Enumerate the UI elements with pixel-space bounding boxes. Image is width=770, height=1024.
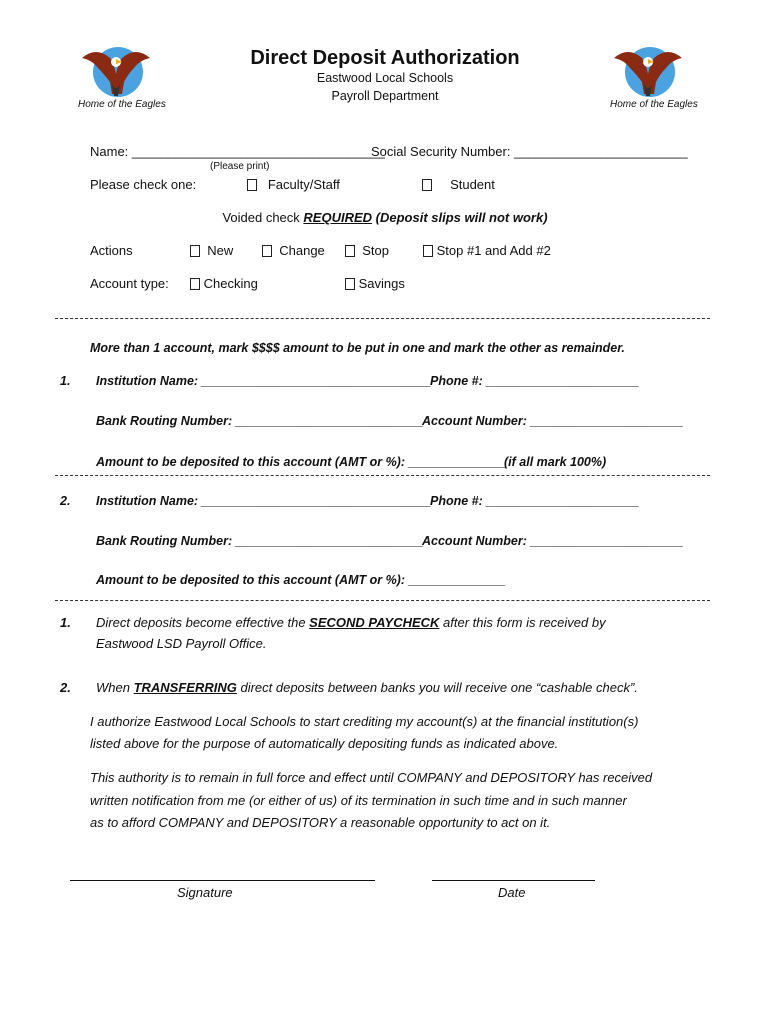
- divider-1: [55, 318, 710, 319]
- deposit-slips-note: (Deposit slips will not work): [372, 210, 548, 225]
- auth-p2-line2: written notification from me (or either of us) of its termination in such time and in such manner: [90, 793, 627, 808]
- note-2-number: 2.: [60, 680, 71, 695]
- faculty-checkbox[interactable]: [247, 179, 257, 191]
- checking-checkbox[interactable]: [190, 278, 200, 290]
- note-1-number: 1.: [60, 615, 71, 630]
- note-2-emphasis: TRANSFERRING: [133, 680, 237, 695]
- signature-line[interactable]: [70, 880, 375, 881]
- note-1-pre: Direct deposits become effective the: [96, 615, 310, 630]
- remainder-note: More than 1 account, mark $$$$ amount to be put in one and mark the other as remainder.: [90, 341, 625, 355]
- required-text: REQUIRED: [303, 210, 373, 225]
- change-label: Change: [279, 243, 325, 258]
- change-checkbox[interactable]: [262, 245, 272, 257]
- ssn-field[interactable]: Social Security Number: ________________________: [371, 144, 688, 159]
- action-new[interactable]: [190, 243, 233, 258]
- account-checking[interactable]: [190, 276, 258, 291]
- note-1-emphasis: SECOND PAYCHECK: [309, 615, 440, 630]
- account-2-phone[interactable]: Phone #: ______________________: [430, 494, 640, 508]
- action-change[interactable]: [262, 243, 325, 258]
- note-1-line2: Eastwood LSD Payroll Office.: [96, 636, 267, 651]
- department-name: Payroll Department: [331, 89, 439, 103]
- faculty-option[interactable]: [247, 177, 340, 192]
- divider-3: [55, 600, 710, 601]
- account-1-account-number[interactable]: Account Number: ______________________: [422, 414, 684, 428]
- note-2-post: direct deposits between banks you will receive one “cashable check”.: [236, 680, 638, 695]
- note-1-post: after this form is received by: [439, 615, 606, 630]
- account-1-number: 1.: [60, 374, 71, 388]
- savings-checkbox[interactable]: [345, 278, 355, 290]
- stop-label: Stop: [362, 243, 389, 258]
- action-stop[interactable]: [345, 243, 389, 258]
- account-1-amount[interactable]: Amount to be deposited to this account (AMT or %): ______________: [96, 455, 506, 469]
- check-one-label: Please check one:: [90, 177, 197, 192]
- note-1-line1: [96, 615, 606, 630]
- motto-left: Home of the Eagles: [78, 99, 166, 110]
- action-stop-add[interactable]: [423, 243, 551, 258]
- account-1-routing[interactable]: Bank Routing Number: ___________________________: [96, 414, 424, 428]
- page-title: Direct Deposit Authorization: [250, 47, 520, 69]
- account-1-amount-note: (if all mark 100%): [504, 455, 607, 469]
- print-note: (Please print): [210, 161, 270, 172]
- account-savings[interactable]: [345, 276, 405, 291]
- student-label: Student: [450, 177, 495, 192]
- motto-right: Home of the Eagles: [610, 99, 698, 110]
- stop-checkbox[interactable]: [345, 245, 355, 257]
- account-1-institution[interactable]: Institution Name: _________________________________: [96, 374, 431, 388]
- student-checkbox[interactable]: [422, 179, 432, 191]
- divider-2: [55, 475, 710, 476]
- actions-label: Actions: [90, 243, 133, 258]
- auth-p1-line1: I authorize Eastwood Local Schools to start crediting my account(s) at the financial institution(s): [90, 714, 639, 729]
- checking-label: Checking: [203, 276, 258, 291]
- account-2-account-number[interactable]: Account Number: ______________________: [422, 534, 684, 548]
- account-2-institution[interactable]: Institution Name: _________________________________: [96, 494, 431, 508]
- student-option[interactable]: [422, 177, 495, 192]
- signature-label: Signature: [177, 885, 233, 900]
- school-name: Eastwood Local Schools: [316, 71, 454, 85]
- name-field[interactable]: Name: ___________________________________: [90, 144, 385, 159]
- auth-p2-line1: This authority is to remain in full force and effect until COMPANY and DEPOSITORY has received: [90, 770, 653, 785]
- account-2-routing[interactable]: Bank Routing Number: ___________________________: [96, 534, 424, 548]
- date-label: Date: [498, 885, 526, 900]
- voided-check-note: [0, 210, 770, 225]
- date-line[interactable]: [432, 880, 595, 881]
- stop-add-label: Stop #1 and Add #2: [436, 243, 551, 258]
- faculty-label: Faculty/Staff: [267, 177, 340, 192]
- new-label: New: [207, 243, 234, 258]
- auth-p1-line2: listed above for the purpose of automatically depositing funds as indicated above.: [90, 736, 559, 751]
- savings-label: Savings: [358, 276, 405, 291]
- account-2-amount[interactable]: Amount to be deposited to this account (AMT or %): ______________: [96, 573, 506, 587]
- note-2-pre: When: [96, 680, 134, 695]
- auth-p2-line3: as to afford COMPANY and DEPOSITORY a reasonable opportunity to act on it.: [90, 815, 551, 830]
- voided-prefix: Voided check: [222, 210, 304, 225]
- new-checkbox[interactable]: [190, 245, 200, 257]
- account-2-number: 2.: [60, 494, 71, 508]
- account-type-label: Account type:: [90, 276, 169, 291]
- account-1-phone[interactable]: Phone #: ______________________: [430, 374, 640, 388]
- stop-add-checkbox[interactable]: [423, 245, 433, 257]
- note-2-line: [96, 680, 638, 695]
